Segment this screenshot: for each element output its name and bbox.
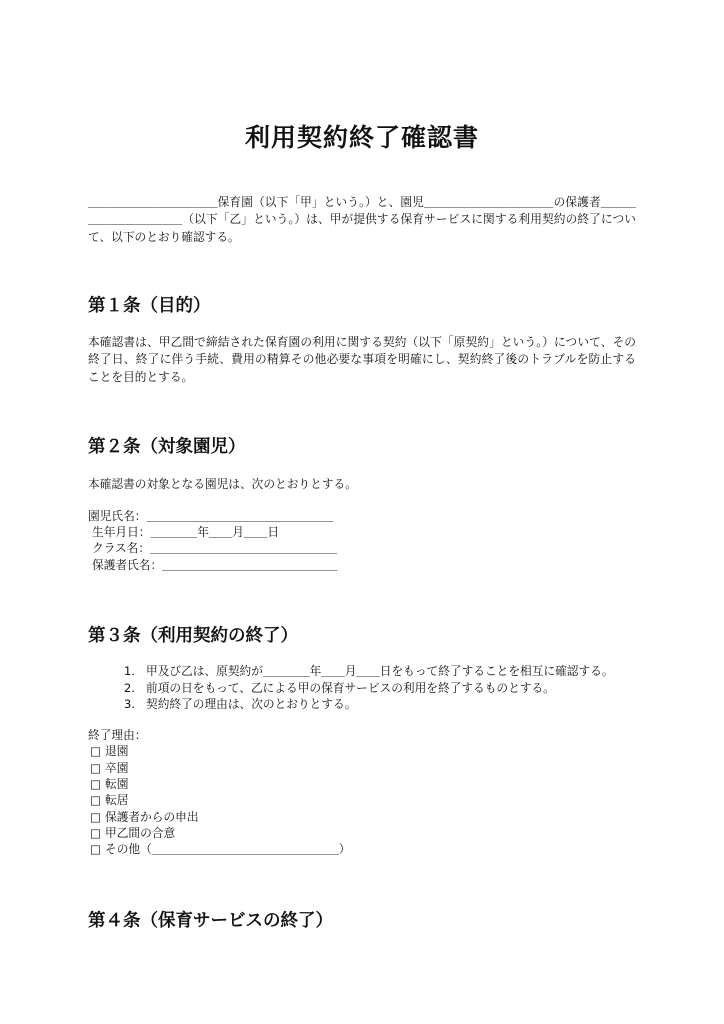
article-2-body-block (88, 476, 636, 493)
child-info-fields (88, 508, 636, 573)
checkbox-icon: □ (90, 776, 102, 791)
document-title: 利用契約終了確認書 (244, 123, 479, 152)
reason-option-other (88, 841, 636, 857)
reason-option-withdrawal (88, 743, 636, 759)
reason-option-guardian-request (88, 809, 636, 825)
reason-text: その他（＿＿＿＿＿＿＿＿＿＿＿＿＿＿＿＿） (105, 842, 351, 857)
guardian-name-field: 保護者氏名：＿＿＿＿＿＿＿＿＿＿＿＿＿＿＿ (92, 557, 338, 572)
article-1-body-block (88, 334, 636, 386)
checkbox-icon: □ (90, 760, 102, 775)
clause-text: 前項の日をもって、乙による甲の保育サービスの利用を終了するものとする。 (146, 680, 555, 695)
checkbox-icon: □ (90, 793, 102, 808)
birth-date-field: 生年月日：＿＿＿＿年＿＿月＿＿日 (92, 525, 280, 540)
article-4-heading-block (88, 910, 636, 932)
checkbox-icon: □ (90, 809, 102, 824)
class-name-field: クラス名：＿＿＿＿＿＿＿＿＿＿＿＿＿＿＿＿ (92, 541, 338, 556)
reason-option-transfer (88, 776, 636, 792)
article-4-heading: 第４条（保育サービスの終了） (88, 911, 333, 931)
article-3-heading: 第３条（利用契約の終了） (88, 626, 298, 646)
intro-paragraph: ＿＿＿＿＿＿＿＿＿＿＿保育園（以下「甲」という。）と、園児＿＿＿＿＿＿＿＿＿＿＿の保護者＿＿＿＿＿＿＿＿＿＿＿（以下「乙」という。）は、甲が提供する保育サービスに関する利用契約の終了について、以下のとおり確認する。 (88, 195, 636, 244)
article-1-heading: 第１条（目的） (88, 296, 211, 316)
reason-text: 転園 (105, 776, 129, 791)
article-1-body: 本確認書は、甲乙間で締結された保育園の利用に関する契約（以下「原契約」という。）について、その終了日、終了に伴う手続、費用の精算その他必要な事項を明確にし、契約終了後のトラブルを防止することを目的とする。 (88, 335, 636, 384)
clause-number: 2. (123, 680, 135, 695)
intro-section (88, 194, 636, 246)
clause-item (88, 696, 636, 713)
article-3-clause-list (88, 663, 636, 713)
article-2-heading: 第２条（対象園児） (88, 437, 246, 457)
clause-text: 甲及び乙は、原契約が＿＿＿＿年＿＿月＿＿日をもって終了することを相互に確認する。 (146, 664, 614, 678)
reason-option-graduation (88, 760, 636, 776)
article-3-heading-block (88, 625, 636, 647)
reason-text: 保護者からの申出 (105, 809, 199, 824)
article-2-heading-block (88, 436, 636, 458)
clause-number: 1. (123, 664, 135, 678)
reason-option-relocation (88, 792, 636, 808)
checkbox-icon: □ (90, 825, 102, 840)
reason-text: 退園 (105, 744, 129, 759)
clause-item (88, 663, 636, 680)
termination-reason-label: 終了理由： (88, 728, 147, 742)
article-2-body: 本確認書の対象となる園児は、次のとおりとする。 (88, 477, 357, 491)
reason-text: 甲乙間の合意 (105, 825, 176, 840)
reason-text: 転居 (105, 793, 129, 808)
article-1-heading-block (88, 295, 636, 317)
clause-number: 3. (123, 697, 135, 712)
checkbox-icon: □ (90, 842, 102, 857)
reason-text: 卒園 (105, 760, 129, 775)
clause-item (88, 680, 636, 697)
reason-option-mutual-agreement (88, 825, 636, 841)
termination-reasons (88, 727, 636, 858)
child-name-field: 園児氏名：＿＿＿＿＿＿＿＿＿＿＿＿＿＿＿＿ (88, 509, 334, 523)
clause-text: 契約終了の理由は、次のとおりとする。 (146, 697, 357, 712)
checkbox-icon: □ (90, 744, 102, 759)
